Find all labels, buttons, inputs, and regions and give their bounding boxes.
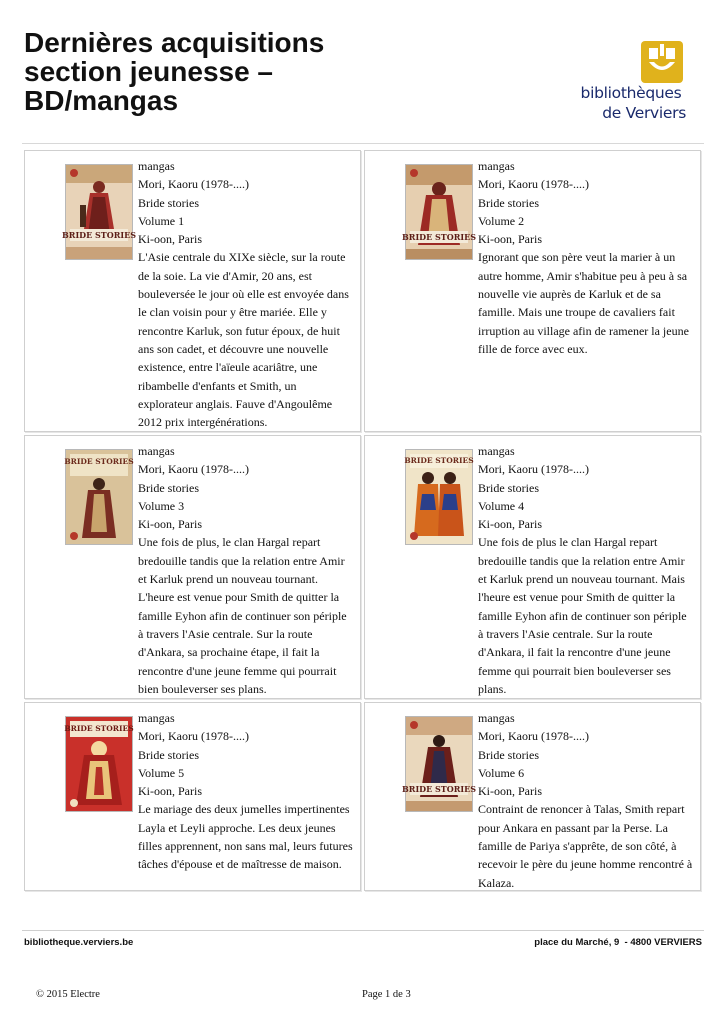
cover-title-4: BRIDE STORIES <box>404 456 474 465</box>
summary-line: explorateur anglais. Fauve d'Angoulême <box>138 396 333 411</box>
book-info-3 <box>138 442 356 698</box>
library-address: place du Marché, 9 - 4800 VERVIERS <box>534 937 702 948</box>
book-cover-art-1 <box>62 165 136 259</box>
summary-line: bien bouleverser ses plans. <box>138 681 267 696</box>
book-summary <box>478 800 696 891</box>
summary-line: Contraint de renoncer à Talas, Smith repart <box>478 802 685 817</box>
summary-line: rencontre d'une jeune femme qui pourrait <box>138 663 337 678</box>
summary-line: existence, entre l'aïeule acariâtre, une <box>138 360 318 375</box>
book-cover-3[interactable] <box>65 449 133 545</box>
book-series[interactable]: Bride stories <box>138 747 199 762</box>
book-genre: mangas <box>478 159 515 173</box>
book-summary <box>478 533 696 698</box>
library-website-link[interactable]: bibliotheque.verviers.be <box>24 937 134 948</box>
book-cover-2[interactable] <box>402 164 476 260</box>
book-author[interactable]: Mori, Kaoru (1978-....) <box>138 177 249 192</box>
book-publisher: Ki-oon, Paris <box>478 784 542 799</box>
book-summary <box>138 248 356 431</box>
title-line-2: section jeunesse – <box>24 56 274 87</box>
summary-line: Le mariage des deux jumelles impertinentes <box>138 802 350 817</box>
summary-line: de la soie. La vie d'Amir, 20 ans, est <box>138 268 312 283</box>
book-cover-art-2 <box>402 165 476 259</box>
summary-line: nouvelle vie auprès de Karluk et de sa <box>478 287 661 302</box>
cover-title-6: BRIDE STORIES <box>402 784 476 794</box>
summary-line: tâches d'épouse et de maîtresse de maison. <box>138 857 342 872</box>
cover-title-3: BRIDE STORIES <box>64 457 134 466</box>
book-publisher: Ki-oon, Paris <box>478 517 542 532</box>
page-title <box>24 28 464 115</box>
cover-title-2: BRIDE STORIES <box>402 232 476 242</box>
summary-line: irruption au village afin de ramener la jeune <box>478 323 689 338</box>
book-cover-4[interactable] <box>405 449 473 545</box>
book-card-3[interactable] <box>24 435 361 699</box>
book-info-6 <box>478 709 696 892</box>
title-line-3: BD/mangas <box>24 85 179 116</box>
book-summary <box>138 800 356 873</box>
book-series[interactable]: Bride stories <box>138 195 199 210</box>
summary-line: d'Ankara, il fait la rencontre d'une jeune <box>478 645 671 660</box>
book-author[interactable]: Mori, Kaoru (1978-....) <box>478 177 589 192</box>
book-summary <box>138 533 356 698</box>
summary-line: filles apprennent, non sans mal, leurs futures <box>138 839 353 854</box>
summary-line: 2012 prix intergénérations. <box>138 415 268 430</box>
summary-line: L'heure est venue pour Smith de quitter la <box>138 590 340 605</box>
logo-text-line-1: bibliothèques <box>580 84 682 102</box>
summary-line: ans son cadet, et découvre une nouvelle <box>138 341 329 356</box>
summary-line: Une fois de plus, le clan Hargal repart <box>138 535 321 550</box>
book-publisher: Ki-oon, Paris <box>138 784 202 799</box>
book-publisher: Ki-oon, Paris <box>478 232 542 247</box>
book-author[interactable]: Mori, Kaoru (1978-....) <box>138 462 249 477</box>
title-line-1: Dernières acquisitions <box>24 27 325 58</box>
book-cover-1[interactable] <box>62 164 136 260</box>
book-series[interactable]: Bride stories <box>478 480 539 495</box>
header-divider <box>22 143 704 144</box>
book-genre: mangas <box>478 444 515 458</box>
summary-line: et Karluk prend un nouveau tournant. <box>138 572 318 587</box>
summary-line: et Karluk prend un nouveau tournant. Mais <box>478 572 685 587</box>
summary-line: plans. <box>478 681 507 696</box>
library-logo[interactable] <box>576 38 688 128</box>
book-info-2 <box>478 157 696 358</box>
book-card-1[interactable] <box>24 150 361 432</box>
book-cover-art-5 <box>66 717 132 811</box>
book-volume: Volume 2 <box>478 213 525 228</box>
summary-line: fille de force avec eux. <box>478 341 588 356</box>
book-series[interactable]: Bride stories <box>478 747 539 762</box>
logo-text-line-2: de Verviers <box>602 104 686 122</box>
book-cover-5[interactable] <box>65 716 133 812</box>
book-publisher: Ki-oon, Paris <box>138 232 202 247</box>
book-card-2[interactable] <box>364 150 701 432</box>
cover-title-1: BRIDE STORIES <box>62 230 136 240</box>
cover-title-5: BRIDE STORIES <box>64 724 134 733</box>
summary-line: autre homme, Amir s'habitue peu à peu à sa <box>478 268 688 283</box>
book-card-6[interactable] <box>364 702 701 891</box>
book-genre: mangas <box>138 711 175 725</box>
summary-line: bredouille tandis que la relation entre Amir <box>478 553 685 568</box>
summary-line: rencontre Karluk, son futur époux, de huit <box>138 323 340 338</box>
book-series[interactable]: Bride stories <box>138 480 199 495</box>
book-cover-art-6 <box>402 717 476 811</box>
book-series[interactable]: Bride stories <box>478 195 539 210</box>
book-genre: mangas <box>138 444 175 458</box>
book-cover-art-3 <box>66 450 132 544</box>
summary-line: famille. Mais une troupe de cavaliers fait <box>478 305 675 320</box>
summary-line: pour Ankara en passant par la Perse. La <box>478 820 668 835</box>
book-genre: mangas <box>478 711 515 725</box>
summary-line: famille Eyhon afin de continuer son périple <box>138 608 347 623</box>
summary-line: famille de Pariya s'apprête, de son côté, à <box>478 839 677 854</box>
summary-line: à travers l'Asie centrale. Sur la route <box>478 626 653 641</box>
summary-line: d'Ankara, sa prochaine étape, il fait la <box>138 645 320 660</box>
book-publisher: Ki-oon, Paris <box>138 517 202 532</box>
book-author[interactable]: Mori, Kaoru (1978-....) <box>478 729 589 744</box>
summary-line: Ignorant que son père veut la marier à un <box>478 250 676 265</box>
library-logo-icon <box>640 40 684 84</box>
book-summary <box>478 248 696 358</box>
book-author[interactable]: Mori, Kaoru (1978-....) <box>478 462 589 477</box>
footer-divider <box>22 930 704 931</box>
summary-line: femme qui pourrait bien bouleverser ses <box>478 663 671 678</box>
summary-line: ribambelle d'enfants et Smith, un <box>138 378 297 393</box>
book-cover-6[interactable] <box>402 716 476 812</box>
summary-line: à travers l'Asie centrale. Sur la route <box>138 626 313 641</box>
book-card-5[interactable] <box>24 702 361 891</box>
summary-line: le clan voisin pour y être mariée. Elle y <box>138 305 327 320</box>
summary-line: bouleversée le jour où elle est envoyée dans <box>138 287 349 302</box>
book-volume: Volume 4 <box>478 498 525 513</box>
summary-line: recevoir le père du jeune homme rencontré à <box>478 857 693 872</box>
book-info-1 <box>138 157 356 431</box>
book-volume: Volume 1 <box>138 213 185 228</box>
book-volume: Volume 3 <box>138 498 185 513</box>
copyright-notice: © 2015 Electre <box>36 989 100 1000</box>
book-author[interactable]: Mori, Kaoru (1978-....) <box>138 729 249 744</box>
summary-line: bredouille tandis que la relation entre Amir <box>138 553 345 568</box>
book-card-4[interactable] <box>364 435 701 699</box>
book-cover-art-4 <box>406 450 472 544</box>
book-info-5 <box>138 709 356 874</box>
summary-line: Kalaza. <box>478 875 515 890</box>
book-genre: mangas <box>138 159 175 173</box>
book-volume: Volume 6 <box>478 765 525 780</box>
summary-line: famille Eyhon afin de continuer son périple <box>478 608 687 623</box>
summary-line: l'heure est venue pour Smith de quitter la <box>478 590 676 605</box>
page-number: Page 1 de 3 <box>362 989 411 1000</box>
summary-line: Une fois de plus le clan Hargal repart <box>478 535 658 550</box>
summary-line: Layla et Leyli approche. Les deux jeunes <box>138 820 336 835</box>
book-volume: Volume 5 <box>138 765 185 780</box>
book-info-4 <box>478 442 696 698</box>
summary-line: L'Asie centrale du XIXe siècle, sur la route <box>138 250 346 265</box>
